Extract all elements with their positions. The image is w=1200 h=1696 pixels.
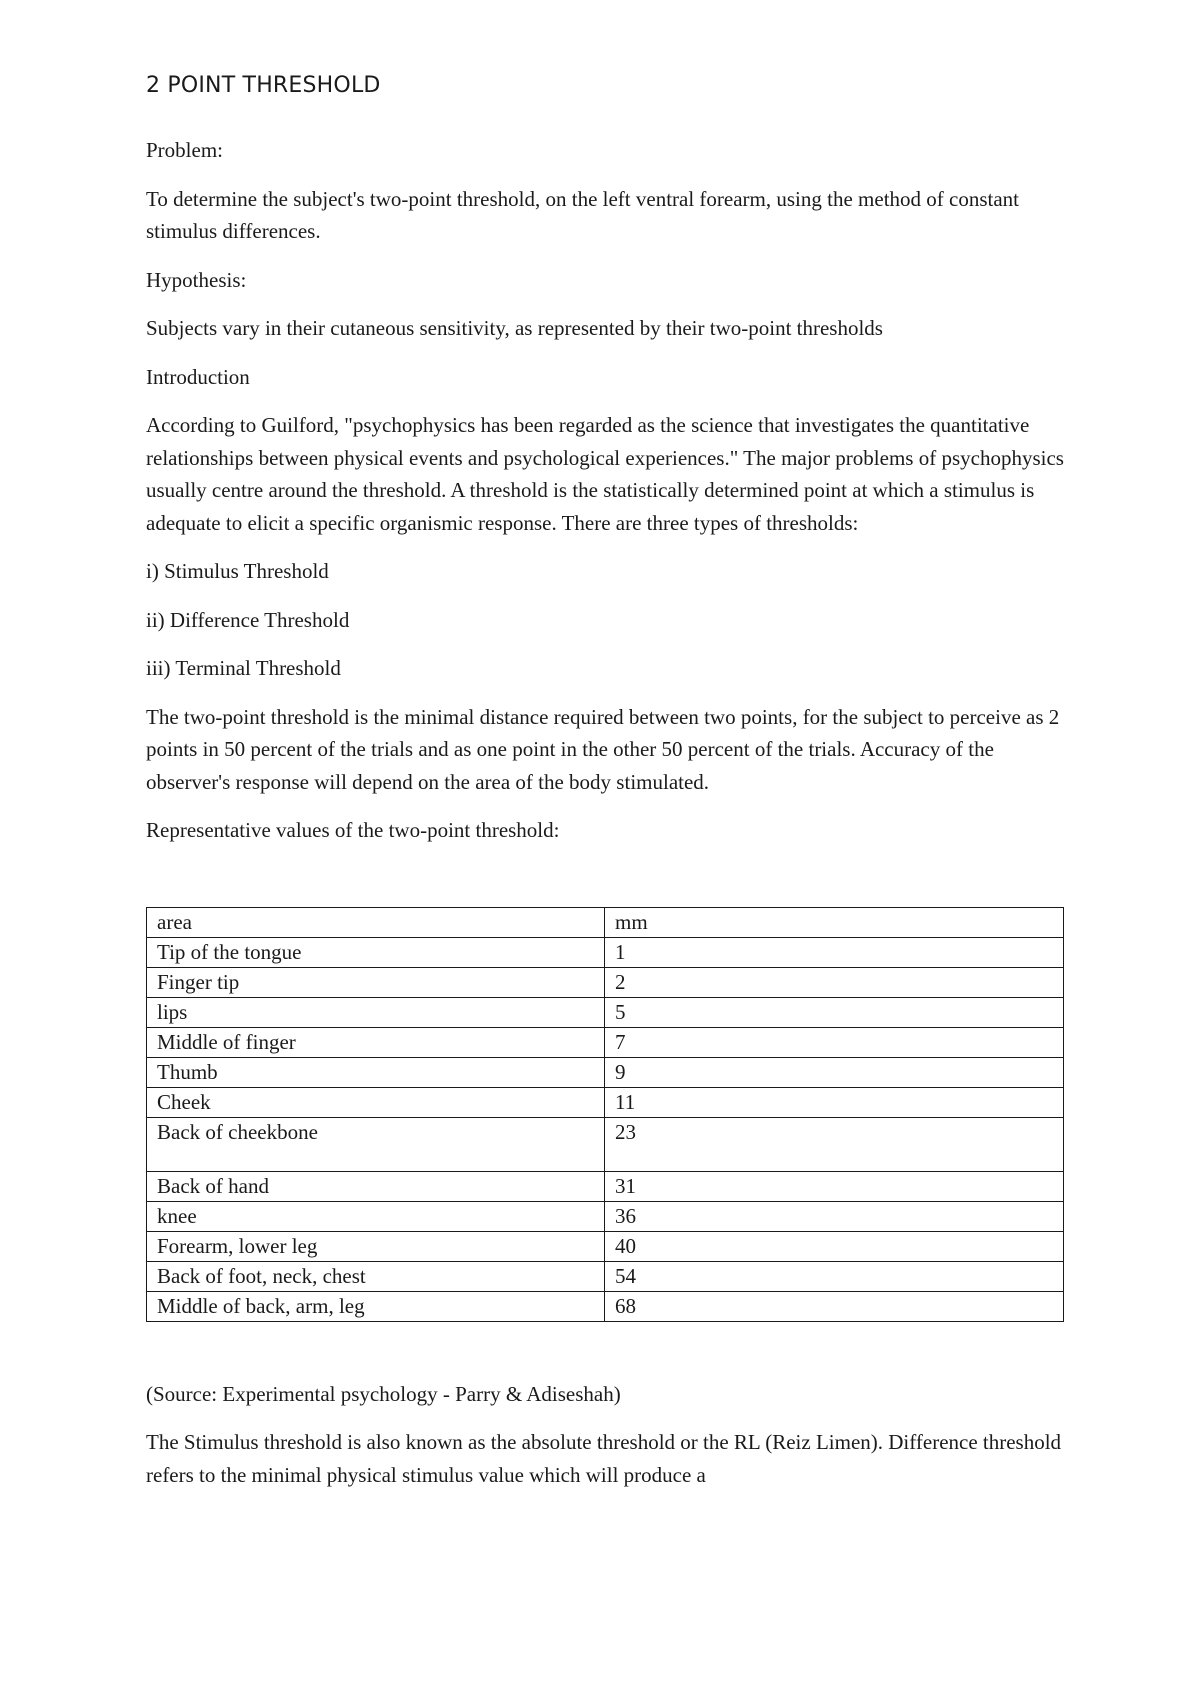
mm-cell: 36	[605, 1201, 1064, 1231]
area-cell: Middle of back, arm, leg	[147, 1291, 605, 1321]
area-cell: Back of cheekbone	[147, 1117, 605, 1171]
mm-cell: 1	[605, 937, 1064, 967]
mm-cell: 7	[605, 1027, 1064, 1057]
document-title: 2 POINT THRESHOLD	[146, 73, 381, 98]
table-row	[147, 1231, 1064, 1261]
hypothesis-text: Subjects vary in their cutaneous sensitivity, as represented by their two-point thresholds	[146, 316, 883, 340]
threshold-type-3: iii) Terminal Threshold	[146, 656, 341, 680]
table-caption: Representative values of the two-point threshold:	[146, 818, 560, 842]
hypothesis-heading: Hypothesis:	[146, 267, 247, 292]
mm-cell: 9	[605, 1057, 1064, 1087]
mm-cell: 2	[605, 967, 1064, 997]
table-row	[147, 967, 1064, 997]
table-row	[147, 1261, 1064, 1291]
source-citation: (Source: Experimental psychology - Parry & Adiseshah)	[146, 1381, 621, 1406]
header-cell-mm: mm	[605, 907, 1064, 937]
mm-cell: 23	[605, 1117, 1064, 1171]
area-cell: Tip of the tongue	[147, 937, 605, 967]
mm-cell: 54	[605, 1261, 1064, 1291]
threshold-table-wrapper	[146, 907, 1064, 1322]
table-row	[147, 937, 1064, 967]
area-cell: Finger tip	[147, 967, 605, 997]
table-row	[147, 1291, 1064, 1321]
table-row	[147, 1171, 1064, 1201]
area-cell: Back of foot, neck, chest	[147, 1261, 605, 1291]
mm-cell: 5	[605, 997, 1064, 1027]
table-row	[147, 1057, 1064, 1087]
area-cell: lips	[147, 997, 605, 1027]
table-row	[147, 1117, 1064, 1171]
area-cell: Middle of finger	[147, 1027, 605, 1057]
area-cell: Forearm, lower leg	[147, 1231, 605, 1261]
problem-text: To determine the subject's two-point threshold, on the left ventral forearm, using the method of constant stimulus differences.	[146, 186, 1020, 243]
header-cell-area: area	[147, 907, 605, 937]
table-header-row	[147, 907, 1064, 937]
mm-cell: 31	[605, 1171, 1064, 1201]
problem-heading: Problem:	[146, 138, 223, 162]
table-row	[147, 997, 1064, 1027]
mm-cell: 11	[605, 1087, 1064, 1117]
area-cell: Cheek	[147, 1087, 605, 1117]
mm-cell: 40	[605, 1231, 1064, 1261]
closing-paragraph: The Stimulus threshold is also known as the absolute threshold or the RL (Reiz Limen). Difference threshold refers to the minimal physical stimulus value which will produce a	[146, 1430, 1062, 1487]
mm-cell: 68	[605, 1291, 1064, 1321]
introduction-heading: Introduction	[146, 364, 250, 389]
area-cell: Back of hand	[147, 1171, 605, 1201]
document-page	[146, 70, 1066, 1507]
area-cell: Thumb	[147, 1057, 605, 1087]
threshold-type-1: i) Stimulus Threshold	[146, 559, 329, 583]
table-row	[147, 1027, 1064, 1057]
threshold-type-2: ii) Difference Threshold	[146, 607, 350, 632]
threshold-table	[146, 907, 1064, 1322]
area-cell: knee	[147, 1201, 605, 1231]
table-row	[147, 1087, 1064, 1117]
table-row	[147, 1201, 1064, 1231]
introduction-paragraph-1: According to Guilford, "psychophysics has been regarded as the science that investigates the quantitative relationships between physical events and psychological experiences." The major problems of psychophysics usually centre around the threshold. A threshold is the statistically determined point at which a stimulus is adequate to elicit a specific organismic response. There are three types of thresholds:	[146, 413, 1064, 535]
introduction-paragraph-2: The two-point threshold is the minimal distance required between two points, for the subject to perceive as 2 points in 50 percent of the trials and as one point in the other 50 percent of the trials. Accuracy of the observer's response will depend on the area of the body stimulated.	[146, 704, 1060, 794]
